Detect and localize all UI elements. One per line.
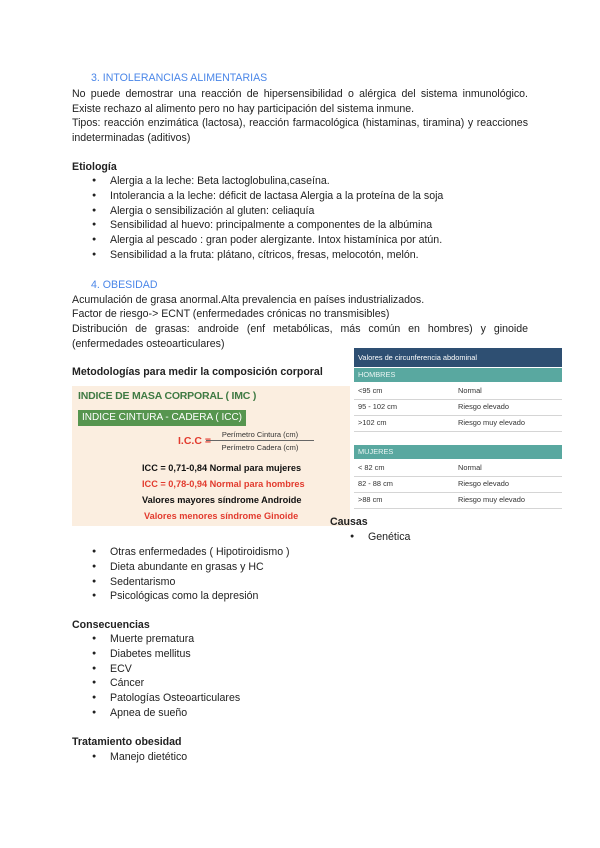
icc-figure — [72, 386, 350, 526]
tratamiento-list — [78, 750, 378, 765]
list-item: ● Alergia a la leche: Beta lactoglobulina,caseína. — [78, 174, 538, 189]
icc-line-androide: Valores mayores síndrome Androide — [142, 495, 302, 505]
list-item: ● Alergia al pescado : gran poder alergizante. Intox histamínica por atún. — [78, 233, 538, 248]
list-item: ● ECV — [78, 662, 378, 677]
list-item: ● Sensibilidad al huevo: principalmente a componentes de la albúmina — [78, 218, 538, 233]
table-cell: Riesgo elevado — [458, 402, 509, 411]
list-item: ● Muerte prematura — [78, 632, 378, 647]
table-title: Valores de circunferencia abdominal — [354, 348, 562, 367]
table-row — [354, 399, 562, 416]
circumference-table — [354, 348, 562, 508]
list-item: ● Psicológicas como la depresión — [78, 589, 378, 604]
icc-line-ginoide: Valores menores síndrome Ginoide — [144, 511, 299, 521]
causas-heading: Causas — [330, 516, 368, 528]
obesidad-line-1: Acumulación de grasa anormal.Alta prevalencia en países industrializados. — [72, 294, 425, 306]
table-cell: Riesgo muy elevado — [458, 418, 525, 427]
table-row — [354, 476, 562, 493]
table-cell: Normal — [458, 386, 482, 395]
tratamiento-heading: Tratamiento obesidad — [72, 736, 182, 748]
list-item: ● Intolerancia a la leche: déficit de lactasa Alergia a la proteína de la soja — [78, 189, 538, 204]
list-item: ● Diabetes mellitus — [78, 647, 378, 662]
icc-line-mujeres: ICC = 0,71-0,84 Normal para mujeres — [142, 463, 302, 473]
table-cell: Riesgo muy elevado — [458, 495, 525, 504]
list-item: ● Cáncer — [78, 676, 378, 691]
icc-figure-tag: INDICE CINTURA - CADERA ( ICC) — [78, 410, 246, 426]
table-cell: 95 - 102 cm — [358, 402, 398, 411]
table-row — [354, 492, 562, 509]
table-cell: >88 cm — [358, 495, 383, 504]
table-cell: >102 cm — [358, 418, 387, 427]
icc-figure-title: INDICE DE MASA CORPORAL ( IMC ) — [78, 390, 257, 402]
table-cell: <95 cm — [358, 386, 383, 395]
list-item: ● Patologías Osteoarticulares — [78, 691, 378, 706]
table-row — [354, 383, 562, 400]
obesidad-line-2: Factor de riesgo-> ECNT (enfermedades crónicas no transmisibles) — [72, 308, 390, 320]
consecuencias-heading: Consecuencias — [72, 619, 150, 631]
consecuencias-list — [78, 632, 378, 721]
icc-formula-label: I.C.C = — [178, 435, 211, 447]
causas-first-list — [336, 530, 556, 545]
intolerancias-paragraph-1: No puede demostrar una reacción de hipersensibilidad o alérgica del sistema inmunológico. Existe rechazo al alimento pero no hay participación del sistema inmune. — [72, 88, 528, 115]
causas-list — [78, 545, 378, 604]
obesidad-paragraph: Distribución de grasas: androide (enf metabólicas, más común en hombres) y ginoide (enfermedades osteoarticulares) — [72, 323, 528, 350]
table-cell: 82 - 88 cm — [358, 479, 393, 488]
table-section-hombres: HOMBRES — [354, 368, 562, 382]
table-cell: Normal — [458, 463, 482, 472]
list-item: ● Manejo dietético — [78, 750, 378, 765]
etiologia-list — [78, 174, 538, 263]
metodologias-heading: Metodologías para medir la composición corporal — [72, 366, 323, 378]
list-item: ● Otras enfermedades ( Hipotiroidismo ) — [78, 545, 378, 560]
list-item: ● Dieta abundante en grasas y HC — [78, 560, 378, 575]
list-item: ● Apnea de sueño — [78, 706, 378, 721]
table-cell: Riesgo elevado — [458, 479, 509, 488]
list-item: ● Genética — [336, 530, 556, 545]
icc-line-hombres: ICC = 0,78-0,94 Normal para hombres — [142, 479, 305, 489]
list-item: ● Alergia o sensibilización al gluten: celiaquía — [78, 204, 538, 219]
table-row — [354, 460, 562, 477]
section-intolerancias-heading: 3. INTOLERANCIAS ALIMENTARIAS — [91, 72, 268, 84]
table-row — [354, 415, 562, 432]
intolerancias-paragraph-2: Tipos: reacción enzimática (lactosa), reacción farmacológica (histaminas, tiramina) y reacciones indeterminadas (aditivos) — [72, 117, 528, 144]
list-item: ● Sedentarismo — [78, 575, 378, 590]
icc-fraction — [206, 430, 314, 452]
list-item: ● Sensibilidad a la fruta: plátano, cítricos, fresas, melocotón, melón. — [78, 248, 538, 263]
section-obesidad-heading: 4. OBESIDAD — [91, 279, 158, 291]
etiologia-heading: Etiología — [72, 161, 117, 173]
icc-denominator: Perímetro Cadera (cm) — [221, 443, 299, 452]
table-section-mujeres: MUJERES — [354, 445, 562, 459]
table-cell: < 82 cm — [358, 463, 385, 472]
icc-numerator: Perímetro Cintura (cm) — [206, 430, 314, 441]
